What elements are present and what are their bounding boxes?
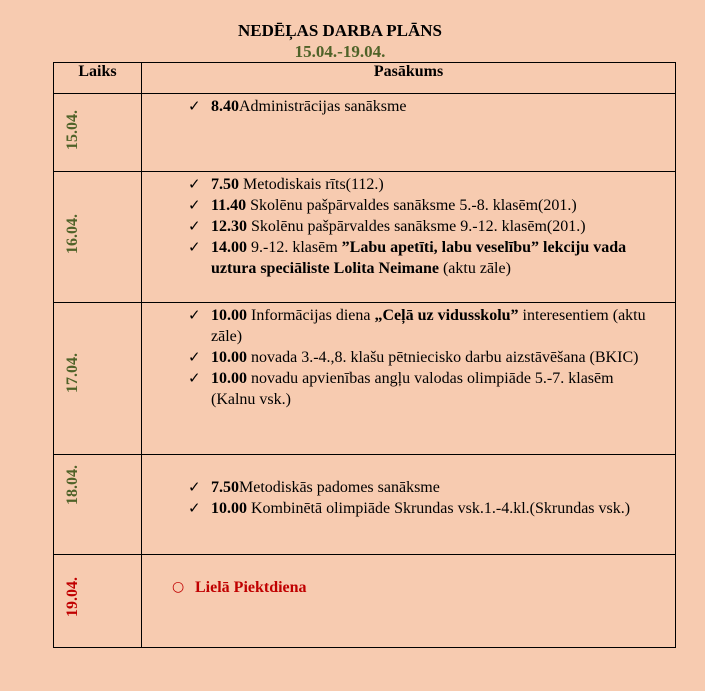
event-text-tail: interesentiem (aktu zāle)	[211, 307, 646, 345]
circle-bullet-icon: ○	[172, 579, 185, 595]
event-highlight: ”Labu apetīti, labu veselību” lekciju vada uztura speciāliste Lolita Neimane	[211, 239, 627, 277]
event-time: 11.40	[211, 197, 247, 214]
table-header-row	[54, 63, 676, 94]
event-time: 14.00	[211, 239, 247, 256]
events-cell	[142, 303, 676, 455]
check-icon: ✓	[188, 217, 201, 235]
event-time: 8.40	[211, 98, 239, 115]
event-text: Metodiskais rīts(112.)	[239, 176, 384, 193]
holiday-text: Lielā Piektdiena	[195, 579, 307, 596]
event-text: novada 3.-4.,8. klašu pētniecisko darbu aizstāvēšana (BKIC)	[247, 349, 639, 366]
event-text: Metodiskās padomes sanāksme	[239, 479, 440, 496]
check-icon: ✓	[188, 196, 201, 214]
day-date: 17.04.	[64, 353, 81, 393]
list-item	[188, 368, 661, 410]
events-cell	[142, 555, 676, 648]
table-row	[54, 94, 676, 172]
event-time: 7.50	[211, 479, 239, 496]
event-time: 7.50	[211, 176, 239, 193]
column-header-time: Laiks	[54, 63, 142, 94]
event-time: 12.30	[211, 218, 247, 235]
day-date: 19.04.	[64, 577, 81, 617]
table-row	[54, 555, 676, 648]
list-item	[172, 577, 661, 598]
day-cell	[54, 303, 142, 455]
list-item	[188, 195, 661, 216]
event-text: Administrācijas sanāksme	[239, 98, 407, 115]
event-time: 10.00	[211, 500, 247, 517]
event-time: 10.00	[211, 349, 247, 366]
check-icon: ✓	[188, 175, 201, 193]
page-title: NEDĒĻAS DARBA PLĀNS	[237, 21, 443, 40]
event-text: Skolēnu pašpārvaldes sanāksme 9.-12. klasēm(201.)	[247, 218, 586, 235]
event-text: novadu apvienības angļu valodas olimpiāde 5.-7. klasēm (Kalnu vsk.)	[211, 370, 614, 408]
check-icon: ✓	[188, 348, 201, 366]
event-list	[142, 577, 675, 598]
event-list	[142, 96, 675, 117]
day-date: 18.04.	[64, 465, 81, 505]
check-icon: ✓	[188, 238, 201, 256]
day-date: 15.04.	[64, 110, 81, 150]
day-cell	[54, 172, 142, 303]
check-icon: ✓	[188, 499, 201, 517]
list-item	[188, 216, 661, 237]
list-item	[188, 477, 661, 498]
list-item	[188, 305, 661, 347]
event-text: 9.-12. klasēm	[247, 239, 342, 256]
plan-table	[53, 62, 676, 648]
event-time: 10.00	[211, 307, 247, 324]
day-cell	[54, 94, 142, 172]
events-cell	[142, 455, 676, 555]
list-item	[188, 96, 661, 117]
day-cell	[54, 455, 142, 555]
check-icon: ✓	[188, 369, 201, 387]
event-text: Skolēnu pašpārvaldes sanāksme 5.-8. klasēm(201.)	[246, 197, 577, 214]
check-icon: ✓	[188, 97, 201, 115]
event-time: 10.00	[211, 370, 247, 387]
event-list	[142, 305, 675, 410]
event-text: Informācijas diena	[247, 307, 375, 324]
events-cell	[142, 172, 676, 303]
event-list	[142, 477, 675, 519]
table-row	[54, 455, 676, 555]
week-dates: 15.04.-19.04.	[294, 42, 386, 61]
day-cell	[54, 555, 142, 648]
event-text: Kombinētā olimpiāde Skrundas vsk.1.-4.kl.(Skrundas vsk.)	[247, 500, 631, 517]
list-item	[188, 347, 661, 368]
check-icon: ✓	[188, 306, 201, 324]
table-row	[54, 172, 676, 303]
table-row	[54, 303, 676, 455]
event-list	[142, 174, 675, 279]
list-item	[188, 174, 661, 195]
list-item	[188, 237, 661, 279]
events-cell	[142, 94, 676, 172]
column-header-event: Pasākums	[142, 63, 676, 94]
event-text-tail: (aktu zāle)	[438, 260, 511, 277]
event-highlight: „Ceļā uz vidusskolu”	[374, 307, 519, 324]
day-date: 16.04.	[64, 214, 81, 254]
list-item	[188, 498, 661, 519]
check-icon: ✓	[188, 478, 201, 496]
